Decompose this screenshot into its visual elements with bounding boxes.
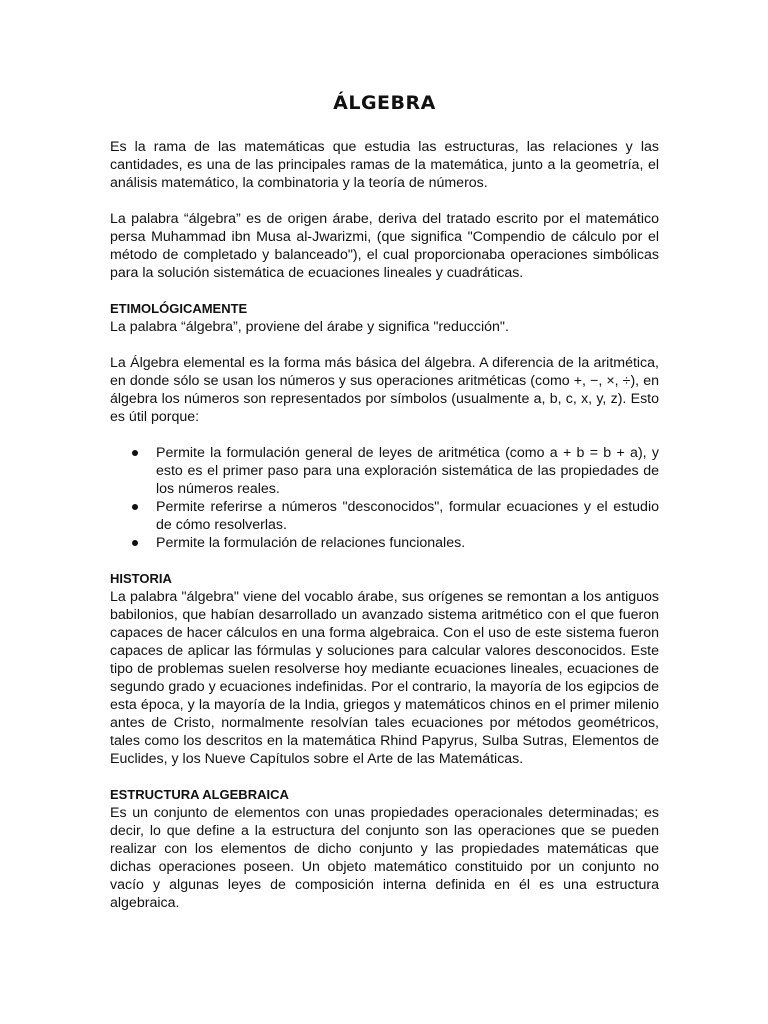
- list-item: [110, 498, 659, 534]
- document-title: ÁLGEBRA: [333, 92, 436, 114]
- intro-paragraph-2: La palabra “álgebra” es de origen árabe, deriva del tratado escrito por el matemático persa Muhammad ibn Musa al-Jwarizmi, (que significa "Compendio de cálculo por el método de completado y balanceado"), el cual proporcionaba operaciones simbólicas para la solución sistemática de ecuaciones lineales y cuadráticas.: [110, 211, 659, 281]
- estructura-text: Es un conjunto de elementos con unas propiedades operacionales determinadas; es decir, lo que define a la estructura del conjunto son las operaciones que se pueden realizar con los elementos de dicho conjunto y las propiedades matemáticas que dichas operaciones poseen. Un objeto matemático constituido por un conjunto no vacío y algunas leyes de composición interna definida en él es una estructura algebraica.: [110, 805, 659, 911]
- bullet-text: Permite la formulación de relaciones funcionales.: [156, 535, 466, 551]
- list-item: [110, 444, 659, 498]
- bullet-icon: [132, 540, 138, 546]
- bullet-text: Permite referirse a números "desconocidos", formular ecuaciones y el estudio de cómo resolverlas.: [156, 499, 659, 533]
- list-item: [110, 534, 659, 552]
- intro-paragraph-1: Es la rama de las matemáticas que estudia las estructuras, las relaciones y las cantidades, es una de las principales ramas de la matemática, junto a la geometría, el análisis matemático, la combinatoria y la teoría de números.: [110, 139, 659, 191]
- bullet-text: Permite la formulación general de leyes de aritmética (como a + b = b + a), y esto es el primer paso para una exploración sistemática de las propiedades de los números reales.: [156, 445, 659, 497]
- estructura-heading: ESTRUCTURA ALGEBRAICA: [110, 787, 289, 802]
- bullet-icon: [132, 450, 138, 456]
- elemental-paragraph: La Álgebra elemental es la forma más básica del álgebra. A diferencia de la aritmética, en donde sólo se usan los números y sus operaciones aritméticas (como +, −, ×, ÷), en álgebra los números son representados por símbolos (usualmente a, b, c, x, y, z). Esto es útil porque:: [110, 355, 659, 425]
- etimologia-heading: ETIMOLÓGICAMENTE: [110, 301, 248, 316]
- etimologia-text: La palabra “álgebra”, proviene del árabe y significa "reducción".: [110, 319, 509, 335]
- bullet-icon: [132, 504, 138, 510]
- bullet-list: [110, 444, 659, 552]
- historia-text: La palabra "álgebra" viene del vocablo árabe, sus orígenes se remontan a los antiguos babilonios, que habían desarrollado un avanzado sistema aritmético con el que fueron capaces de hacer cálculos en una forma algebraica. Con el uso de este sistema fueron capaces de aplicar las fórmulas y soluciones para calcular valores desconocidos. Este tipo de problemas suelen resolverse hoy mediante ecuaciones lineales, ecuaciones de segundo grado y ecuaciones indefinidas. Por el contrario, la mayoría de los egipcios de esta época, y la mayoría de la India, griegos y matemáticos chinos en el primer milenio antes de Cristo, normalmente resolvían tales ecuaciones por métodos geométricos, tales como los descritos en la matemática Rhind Papyrus, Sulba Sutras, Elementos de Euclides, y los Nueve Capítulos sobre el Arte de las Matemáticas.: [110, 589, 659, 767]
- historia-heading: HISTORIA: [110, 571, 172, 586]
- document-page: [110, 88, 659, 930]
